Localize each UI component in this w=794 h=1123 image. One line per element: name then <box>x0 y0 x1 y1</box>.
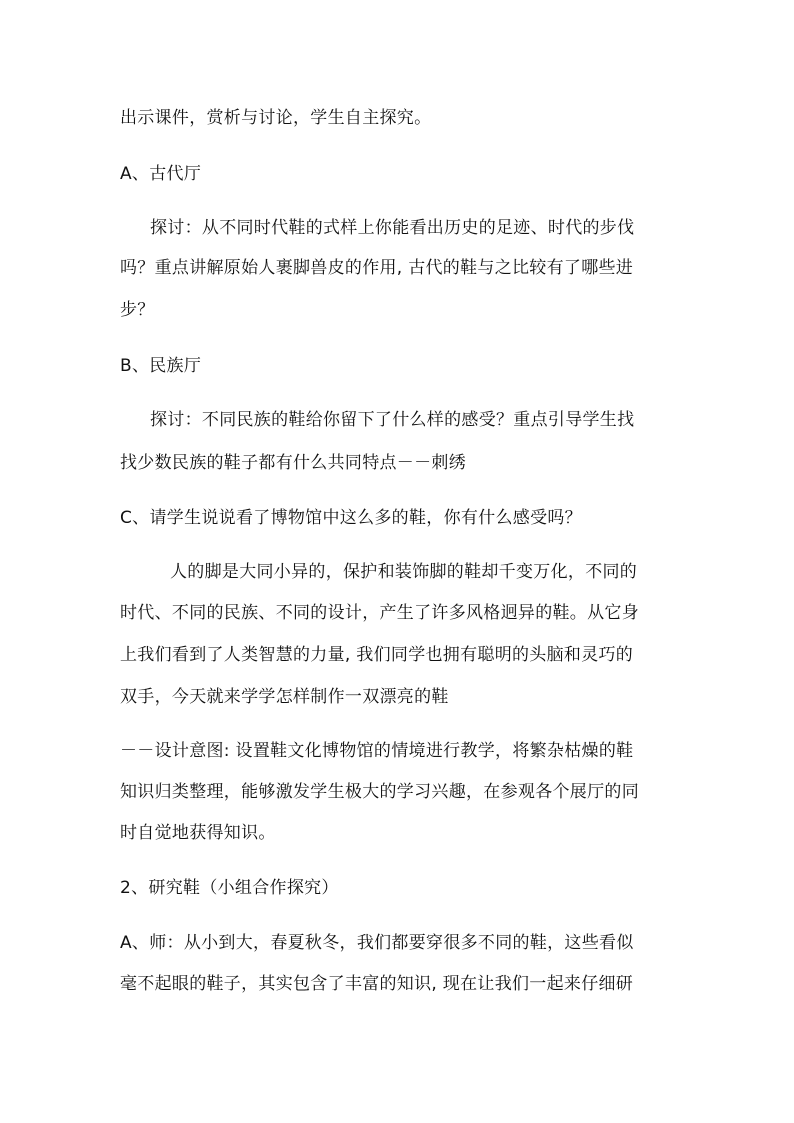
paragraph-feelings-line-1: 人的脚是大同小异的，保护和装饰脚的鞋却千变万化，不同的 <box>170 562 638 582</box>
paragraph-ancient-line-2: 吗？重点讲解原始人裹脚兽皮的作用, 古代的鞋与之比较有了哪些进 <box>120 258 634 278</box>
heading-research-shoes: 2、研究鞋（小组合作探究） <box>120 878 339 898</box>
paragraph-teacher-line-2: 毫不起眼的鞋子，其实包含了丰富的知识, 现在让我们一起来仔细研 <box>120 974 634 994</box>
paragraph-design-line-3: 时自觉地获得知识。 <box>120 823 276 843</box>
heading-ethnic-hall: B、民族厅 <box>120 356 202 376</box>
paragraph-intro: 出示课件，赏析与讨论，学生自主探究。 <box>120 108 432 128</box>
paragraph-feelings-line-4: 双手，今天就来学学怎样制作一双漂亮的鞋 <box>120 687 449 707</box>
paragraph-ancient-line-1: 探讨：从不同时代鞋的式样上你能看出历史的足迹、时代的步伐 <box>150 218 635 238</box>
paragraph-ethnic-line-2: 找少数民族的鞋子都有什么共同特点－－刺绣 <box>120 453 466 473</box>
heading-feelings: C、请学生说说看了博物馆中这么多的鞋，你有什么感受吗？ <box>120 508 582 528</box>
paragraph-ethnic-line-1: 探讨：不同民族的鞋给你留下了什么样的感受？重点引导学生找 <box>150 410 635 430</box>
paragraph-design-line-2: 知识归类整理，能够激发学生极大的学习兴趣，在参观各个展厅的同 <box>120 782 639 802</box>
paragraph-feelings-line-2: 时代、不同的民族、不同的设计，产生了许多风格迥异的鞋。从它身 <box>120 603 639 623</box>
paragraph-teacher-line-1: A、师：从小到大，春夏秋冬，我们都要穿很多不同的鞋，这些看似 <box>120 933 634 953</box>
heading-ancient-hall: A、古代厅 <box>120 164 202 184</box>
paragraph-feelings-line-3: 上我们看到了人类智慧的力量, 我们同学也拥有聪明的头脑和灵巧的 <box>120 645 634 665</box>
paragraph-ancient-line-3: 步？ <box>120 300 155 320</box>
paragraph-design-line-1: －－设计意图: 设置鞋文化博物馆的情境进行教学，将繁杂枯燥的鞋 <box>120 741 634 761</box>
